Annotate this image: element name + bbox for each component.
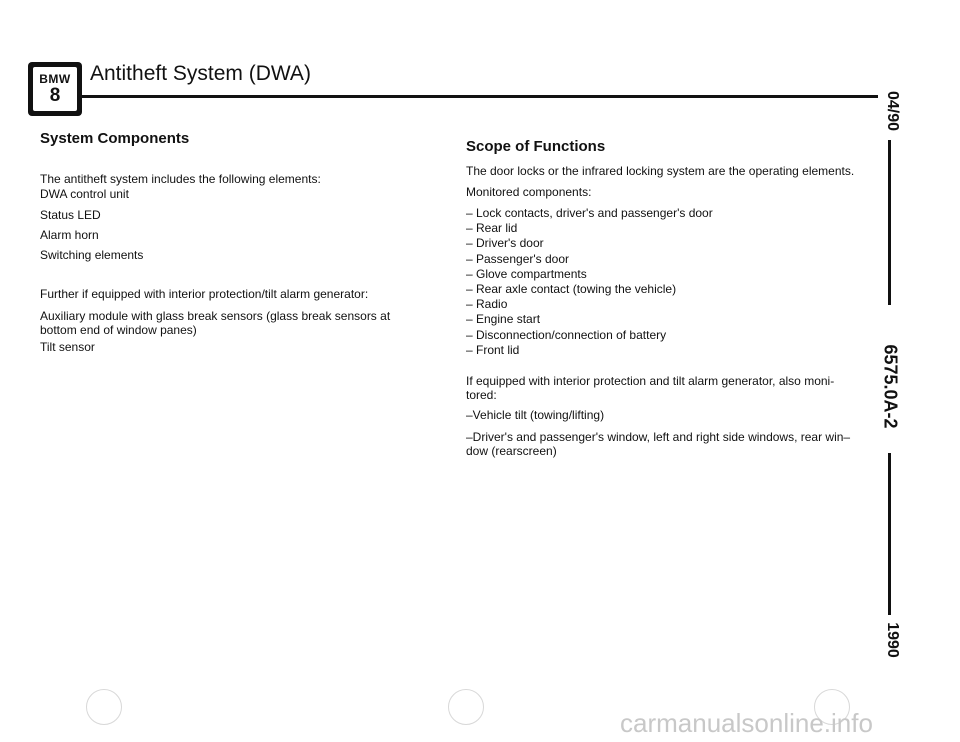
punch-hole [86,689,122,725]
windows-text: –Driver's and passenger's window, left and right side windows, rear win– dow (rearscreen) [466,430,851,458]
component-item: Status LED [40,208,101,222]
logo-model: 8 [49,85,61,106]
operating-elements-text: The door locks or the infrared locking system are the operating elements. [466,164,855,178]
monitored-list [466,206,866,358]
bmw-logo [28,62,82,116]
list-item: – Radio [466,297,508,312]
punch-hole [448,689,484,725]
component-item: Switching elements [40,248,144,262]
list-item: – Disconnection/connection of battery [466,327,667,342]
list-item: – Front lid [466,342,520,357]
component-item: Alarm horn [40,228,99,242]
date-label: 04/90 [884,91,901,132]
list-item: – Lock contacts, driver's and passenger's door [466,206,713,220]
components-intro: The antitheft system includes the following elements: [40,172,321,186]
optional-monitoring-text: If equipped with interior protection and tilt alarm generator, also moni-tored: [466,374,835,402]
margin-rule [888,453,891,615]
system-components-heading: System Components [40,130,190,147]
list-item: – Rear axle contact (towing the vehicle) [466,282,677,297]
component-item: DWA control unit [40,187,129,201]
scope-of-functions-heading: Scope of Functions [466,138,606,155]
document-code: 6575.0A-2 [880,344,901,429]
list-item: – Rear lid [466,221,518,236]
page-title: Antitheft System (DWA) [90,62,311,85]
aux-module-text: Auxiliary module with glass break sensors (glass break sensors at bottom end of window panes) [40,309,391,337]
header-rule [82,95,878,98]
tilt-sensor-text: Tilt sensor [40,340,95,354]
logo-brand: BMW [39,72,71,86]
list-item: – Engine start [466,312,541,327]
monitored-label: Monitored components: [466,185,592,199]
vehicle-tilt-text: –Vehicle tilt (towing/lifting) [466,408,605,422]
list-item: – Driver's door [466,236,544,251]
margin-rule [888,140,891,305]
list-item: – Glove compartments [466,266,587,281]
logo-inner [33,67,77,111]
watermark: carmanualsonline.info [620,708,873,738]
list-item: – Passenger's door [466,251,570,266]
optional-intro: Further if equipped with interior protection/tilt alarm generator: [40,287,369,301]
year-label: 1990 [884,622,901,658]
